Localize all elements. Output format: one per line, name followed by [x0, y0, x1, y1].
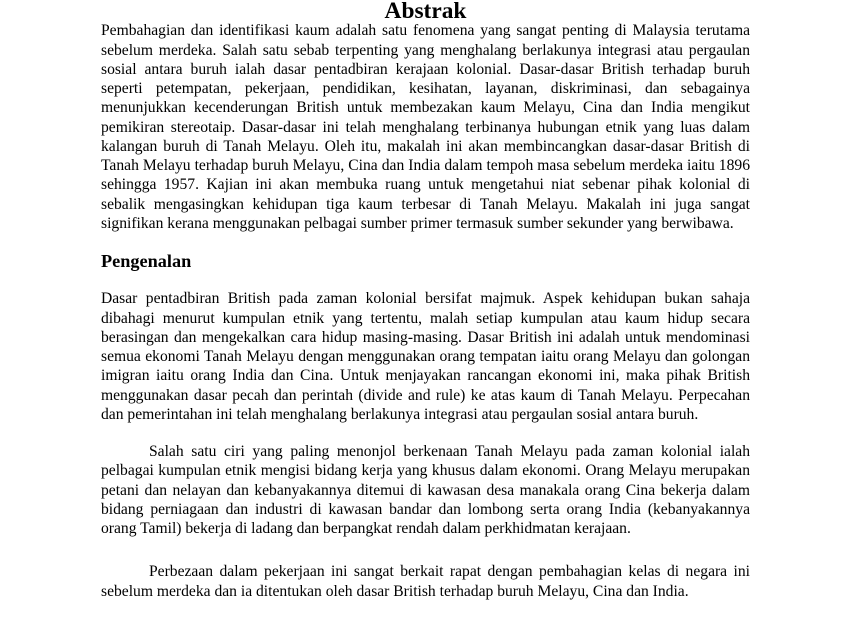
document-page	[101, 2, 750, 601]
introduction-paragraph-1: Dasar pentadbiran British pada zaman kolonial bersifat majmuk. Aspek kehidupan bukan sahaja dibahagi menurut kumpulan etnik yang tertentu, malah setiap kumpulan atau kaum hidup secara berasingan dan mengekalkan cara hidup masing-masing. Dasar British ini adalah untuk mendominasi semua ekonomi Tanah Melayu dengan menggunakan orang tempatan iaitu orang Melayu dan golongan imigran iaitu orang India dan Cina. Untuk menjayakan rancangan ekonomi ini, maka pihak British menggunakan dasar pecah dan perintah (divide and rule) ke atas kaum di Tanah Melayu. Perpecahan dan pemerintahan ini telah menghalang berlakunya integrasi atau pergaulan sosial antara buruh.	[101, 290, 750, 423]
abstract-heading: Abstrak	[384, 0, 467, 24]
abstract-paragraph: Pembahagian dan identifikasi kaum adalah satu fenomena yang sangat penting di Malaysia terutama sebelum merdeka. Salah satu sebab terpenting yang menghalang berlakunya integrasi atau pergaulan sosial antara buruh ialah dasar pentadbiran kerajaan kolonial. Dasar-dasar British terhadap buruh seperti petempatan, pekerjaan, pendidikan, kesihatan, layanan, diskriminasi, dan sebagainya menunjukkan kecenderungan British untuk membezakan kaum Melayu, Cina dan India mengikut pemikiran stereotaip. Dasar-dasar ini telah menghalang terbinanya hubungan etnik yang luas dalam kalangan buruh di Tanah Melayu. Oleh itu, makalah ini akan membincangkan dasar-dasar British di Tanah Melayu terhadap buruh Melayu, Cina dan India dalam tempoh masa sebelum merdeka iaitu 1896 sehingga 1957. Kajian ini akan membuka ruang untuk mengetahui niat sebenar pihak kolonial di sebalik mengasingkan kehidupan tiga kaum terbesar di Tanah Melayu. Makalah ini juga sangat signifikan kerana menggunakan pelbagai sumber primer termasuk sumber sekunder yang berwibawa.	[101, 22, 750, 232]
introduction-paragraph-2: Salah satu ciri yang paling menonjol berkenaan Tanah Melayu pada zaman kolonial ialah pelbagai kumpulan etnik mengisi bidang kerja yang khusus dalam ekonomi. Orang Melayu merupakan petani dan nelayan dan kebanyakannya ditemui di kawasan desa manakala orang Cina bekerja dalam bidang perniagaan dan industri di kawasan bandar dan lombong serta orang India (kebanyakannya orang Tamil) bekerja di ladang dan berpangkat rendah dalam perkhidmatan kerajaan.	[101, 443, 750, 537]
introduction-paragraph-3: Perbezaan dalam pekerjaan ini sangat berkait rapat dengan pembahagian kelas di negara ini sebelum merdeka dan ia ditentukan oleh dasar British terhadap buruh Melayu, Cina dan India.	[101, 563, 750, 600]
introduction-heading: Pengenalan	[101, 251, 192, 271]
